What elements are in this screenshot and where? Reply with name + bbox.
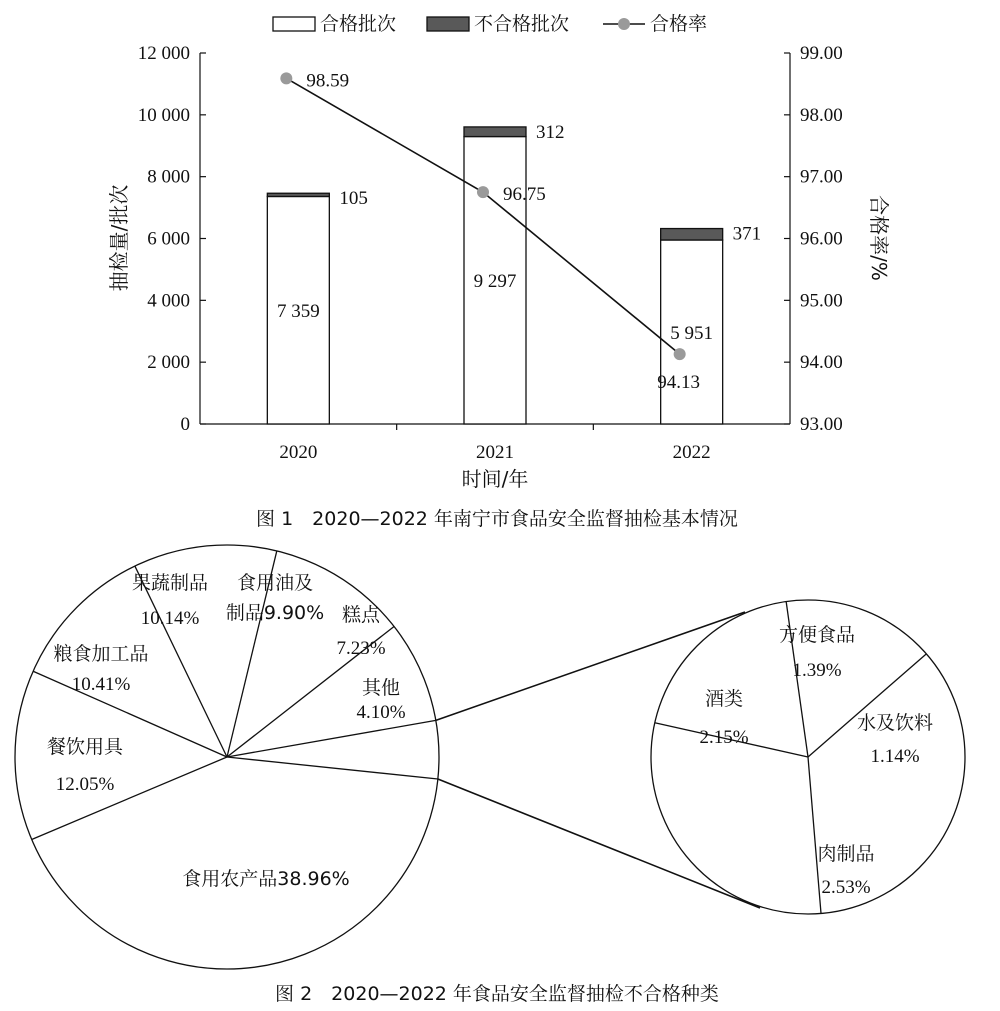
pass-rate-value-label: 96.75: [503, 184, 546, 206]
main-pie-slice-value: 4.10%: [356, 702, 406, 723]
legend-swatch-fail: [427, 17, 469, 31]
pass-rate-point: [477, 186, 489, 198]
breakout-slice-name: 酒类: [704, 688, 744, 710]
breakout-slice-value: 2.15%: [699, 727, 749, 748]
bar-fail: [267, 193, 329, 196]
right-y-tick-label: 99.00: [800, 43, 843, 64]
left-y-tick-label: 2 000: [147, 352, 190, 374]
legend-label-pass: 合格批次: [320, 13, 397, 35]
main-pie-slice-name: 糕点: [341, 604, 381, 626]
right-y-tick-label: 95.00: [800, 290, 843, 312]
main-pie-slice-value: 10.41%: [71, 674, 131, 695]
breakout-slice-name: 肉制品: [817, 843, 875, 865]
pie-of-pie-chart: [15, 545, 965, 1005]
main-pie-slice-value: 7.23%: [336, 638, 386, 659]
main-pie-slice-name: 其他: [361, 677, 401, 699]
breakout-slice-value: 2.53%: [821, 877, 871, 898]
main-pie-slice-name: 粮食加工品: [53, 643, 149, 665]
pass-rate-point: [674, 348, 686, 360]
legend: [273, 13, 707, 35]
bar-line-chart: [107, 13, 891, 530]
bar-fail-value-label: 371: [732, 223, 762, 245]
left-y-tick-label: 0: [180, 414, 190, 435]
left-y-tick-label: 4 000: [147, 290, 190, 312]
breakout-slice-name: 方便食品: [778, 624, 856, 646]
x-tick-label: 2020: [279, 442, 318, 463]
right-y-tick-label: 94.00: [800, 352, 843, 374]
main-pie-slice-name: 食用油及: [236, 572, 314, 594]
right-y-tick-label: 97.00: [800, 166, 843, 188]
bar-fail-value-label: 105: [339, 188, 368, 210]
left-y-tick-label: 8 000: [147, 166, 190, 188]
left-y-tick-label: 12 000: [137, 43, 190, 64]
bar-pass-value-label: 5 951: [670, 323, 714, 344]
right-y-tick-label: 96.00: [800, 228, 843, 250]
main-pie-slice-value: 10.14%: [140, 608, 200, 629]
left-y-tick-label: 6 000: [147, 228, 190, 250]
breakout-slice-value: 1.14%: [870, 746, 920, 767]
breakout-slice-name: 水及饮料: [856, 712, 934, 734]
left-y-tick-label: 10 000: [137, 104, 190, 126]
pass-rate-value-label: 94.13: [657, 372, 701, 394]
main-pie-slice-name: 餐饮用具: [46, 736, 124, 758]
left-y-axis-title: 抽检量/批次: [107, 184, 131, 292]
legend-label-rate: 合格率: [650, 13, 708, 35]
bar-pass-value-label: 7 359: [276, 301, 320, 322]
x-tick-label: 2022: [672, 442, 711, 463]
main-pie-slice-label: 食用农产品38.96%: [182, 868, 350, 890]
pass-rate-value-label: 98.59: [306, 70, 350, 92]
legend-marker-rate: [618, 18, 630, 30]
right-y-axis-title: 合格率/%: [867, 195, 891, 281]
breakout-slice-value: 1.39%: [792, 660, 842, 681]
main-pie-slice-value: 12.05%: [55, 774, 115, 795]
bar-fail-value-label: 312: [536, 121, 565, 143]
legend-label-fail: 不合格批次: [474, 13, 570, 35]
main-pie-slice-name: 果蔬制品: [131, 572, 209, 594]
x-tick-label: 2021: [476, 442, 514, 463]
main-pie-slice-label: 制品9.90%: [225, 602, 325, 624]
right-y-tick-label: 93.00: [800, 414, 843, 435]
pass-rate-point: [280, 72, 292, 84]
figure-1-caption: 图 1 2020—2022 年南宁市食品安全监督抽检基本情况: [256, 508, 738, 530]
bar-fail: [661, 229, 723, 240]
bar-fail: [464, 127, 526, 137]
legend-swatch-pass: [273, 17, 315, 31]
x-axis-title: 时间/年: [461, 467, 529, 491]
right-y-tick-label: 98.00: [800, 104, 843, 126]
figure-2-caption: 图 2 2020—2022 年食品安全监督抽检不合格种类: [275, 983, 719, 1005]
bar-pass-value-label: 9 297: [473, 271, 517, 292]
